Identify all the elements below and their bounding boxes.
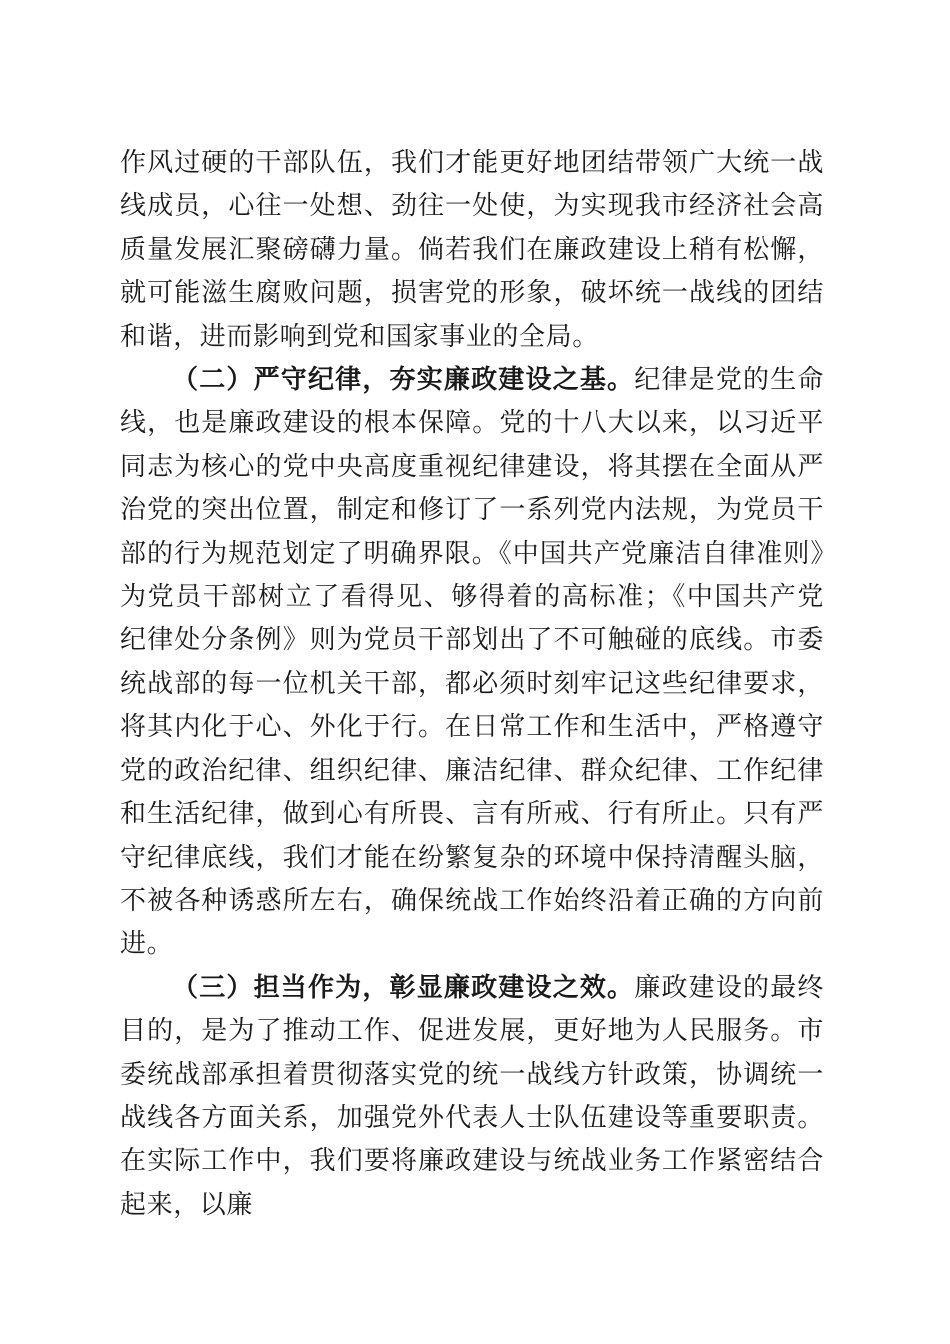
section-heading-responsibility: （三）担当作为，彰显廉政建设之效。 [172,972,635,1003]
section-heading-discipline: （二）严守纪律，夯实廉政建设之基。 [172,365,635,396]
document-body [120,142,824,1227]
paragraph-text: 廉政建设的最终目的，是为了推动工作、促进发展，更好地为人民服务。市委统战部承担着贯彻落实党的统一战线方针政策，协调统一战线各方面关系，加强党外代表人士队伍建设等重要职责。在实际工作中，我们要将廉政建设与统战业务工作紧密结合起来，以廉 [120,972,824,1220]
paragraph-continuation [120,142,824,359]
paragraph-text: 纪律是党的生命线，也是廉政建设的根本保障。党的十八大以来，以习近平同志为核心的党中央高度重视纪律建设，将其摆在全面从严治党的突出位置，制定和修订了一系列党内法规，为党员干部的行为规范划定了明确界限。《中国共产党廉洁自律准则》为党员干部树立了看得见、够得着的高标准；《中国共产党纪律处分条例》则为党员干部划出了不可触碰的底线。市委统战部的每一位机关干部，都必须时刻牢记这些纪律要求，将其内化于心、外化于行。在日常工作和生活中，严格遵守党的政治纪律、组织纪律、廉洁纪律、群众纪律、工作纪律和生活纪律，做到心有所畏、言有所戒、行有所止。只有严守纪律底线，我们才能在纷繁复杂的环境中保持清醒头脑，不被各种诱惑所左右，确保统战工作始终沿着正确的方向前进。 [120,365,824,960]
paragraph-responsibility [120,967,824,1227]
paragraph-text: 作风过硬的干部队伍，我们才能更好地团结带领广大统一战线成员，心往一处想、劲往一处使，为实现我市经济社会高质量发展汇聚磅礴力量。倘若我们在廉政建设上稍有松懈，就可能滋生腐败问题，损害党的形象，破坏统一战线的团结和谐，进而影响到党和国家事业的全局。 [120,148,824,352]
paragraph-discipline [120,359,824,967]
